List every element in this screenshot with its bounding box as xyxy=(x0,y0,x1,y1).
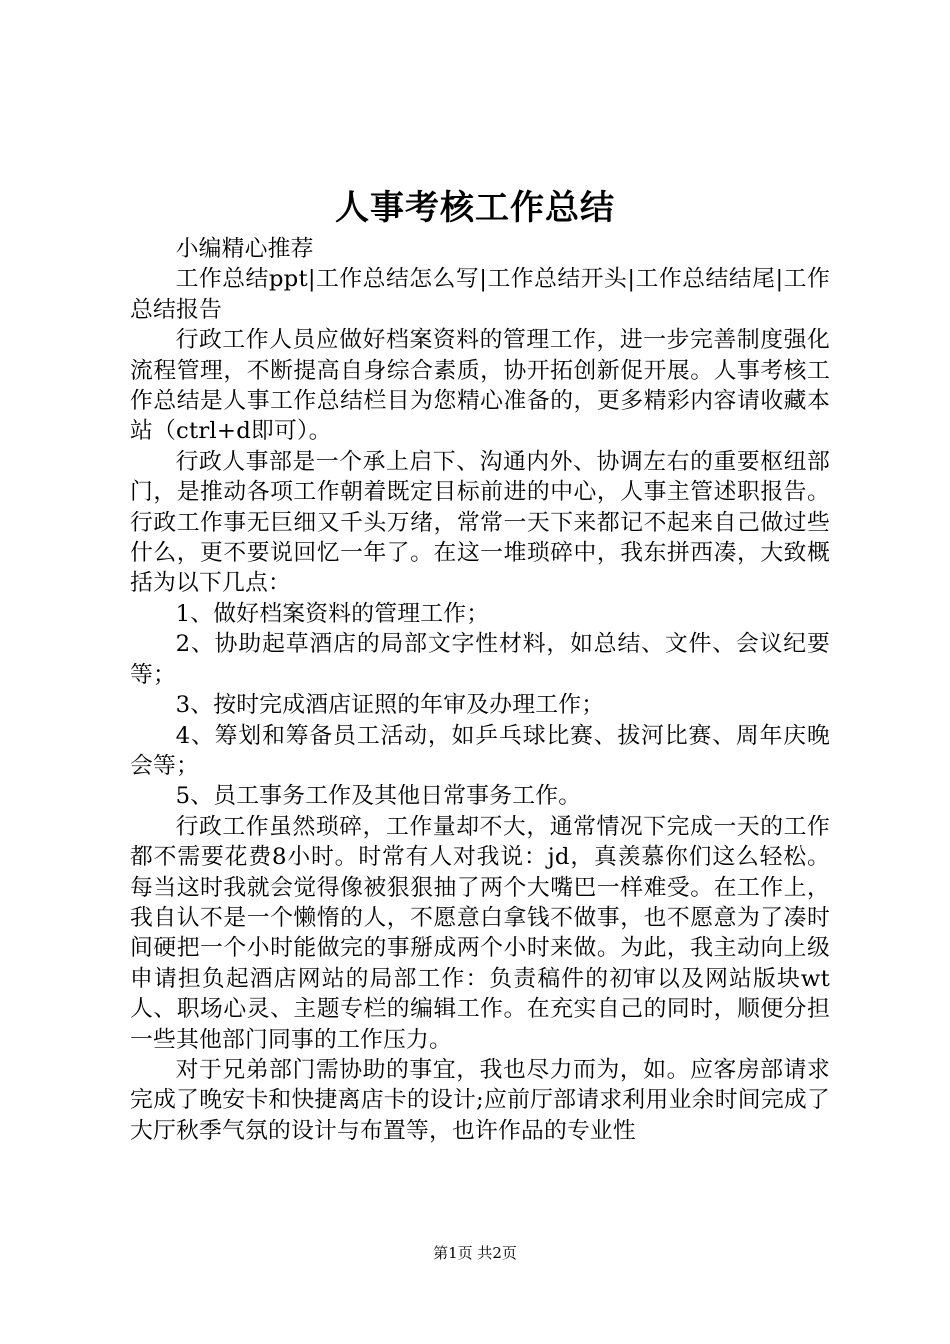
list-item-2: 2、协助起草酒店的局部文字性材料，如总结、文件、会议纪要等； xyxy=(130,631,830,688)
paragraph-cooperation: 对于兄弟部门需协助的事宜，我也尽力而为，如。应客房部请求完成了晚安卡和快捷离店卡的设计;应前厅部请求利用业余时间完成了大厅秋季气氛的设计与布置等，也许作品的专业性 xyxy=(130,1056,830,1144)
list-item-5: 5、员工事务工作及其他日常事务工作。 xyxy=(175,783,582,810)
paragraph-links: 工作总结ppt|工作总结怎么写|工作总结开头|工作总结结尾|工作总结报告 xyxy=(130,266,830,323)
paragraph-department: 行政人事部是一个承上启下、沟通内外、协调左右的重要枢纽部门，是推动各项工作朝着既定目标前进的中心，人事主管述职报告。行政工作事无巨细又千头万绪，常常一天下来都记不起来自己做过些什么，更不要说回忆一年了。在这一堆琐碎中，我东拼西凑，大致概括为以下几点： xyxy=(130,448,830,597)
list-item-1: 1、做好档案资料的管理工作； xyxy=(175,600,490,627)
list-item-4: 4、筹划和筹备员工活动，如乒乓球比赛、拔河比赛、周年庆晚会等； xyxy=(130,722,830,779)
document-title: 人事考核工作总结 xyxy=(335,188,615,228)
page-footer: 第1页 共2页 xyxy=(433,1244,517,1262)
list-item-3: 3、按时完成酒店证照的年审及办理工作； xyxy=(175,692,605,719)
paragraph-workload: 行政工作虽然琐碎，工作量却不大，通常情况下完成一天的工作都不需要花费8小时。时常有人对我说：jd，真羡慕你们这么轻松。每当这时我就会觉得像被狠狠抽了两个大嘴巴一样难受。在工作上，我自认不是一个懒惰的人，不愿意白拿钱不做事，也不愿意为了凑时间硬把一个小时能做完的事掰成两个小时来做。为此，我主动向上级申请担负起酒店网站的局部工作：负责稿件的初审以及网站版块wt人、职场心灵、主题专栏的编辑工作。在充实自己的同时，顺便分担一些其他部门同事的工作压力。 xyxy=(130,813,830,1053)
paragraph-intro: 行政工作人员应做好档案资料的管理工作，进一步完善制度强化流程管理，不断提高自身综合素质，协开拓创新促开展。人事考核工作总结是人事工作总结栏目为您精心准备的，更多精彩内容请收藏本站（ctrl+d即可）。 xyxy=(130,327,830,445)
paragraph-recommend: 小编精心推荐 xyxy=(175,236,314,262)
document-body xyxy=(130,234,830,1146)
